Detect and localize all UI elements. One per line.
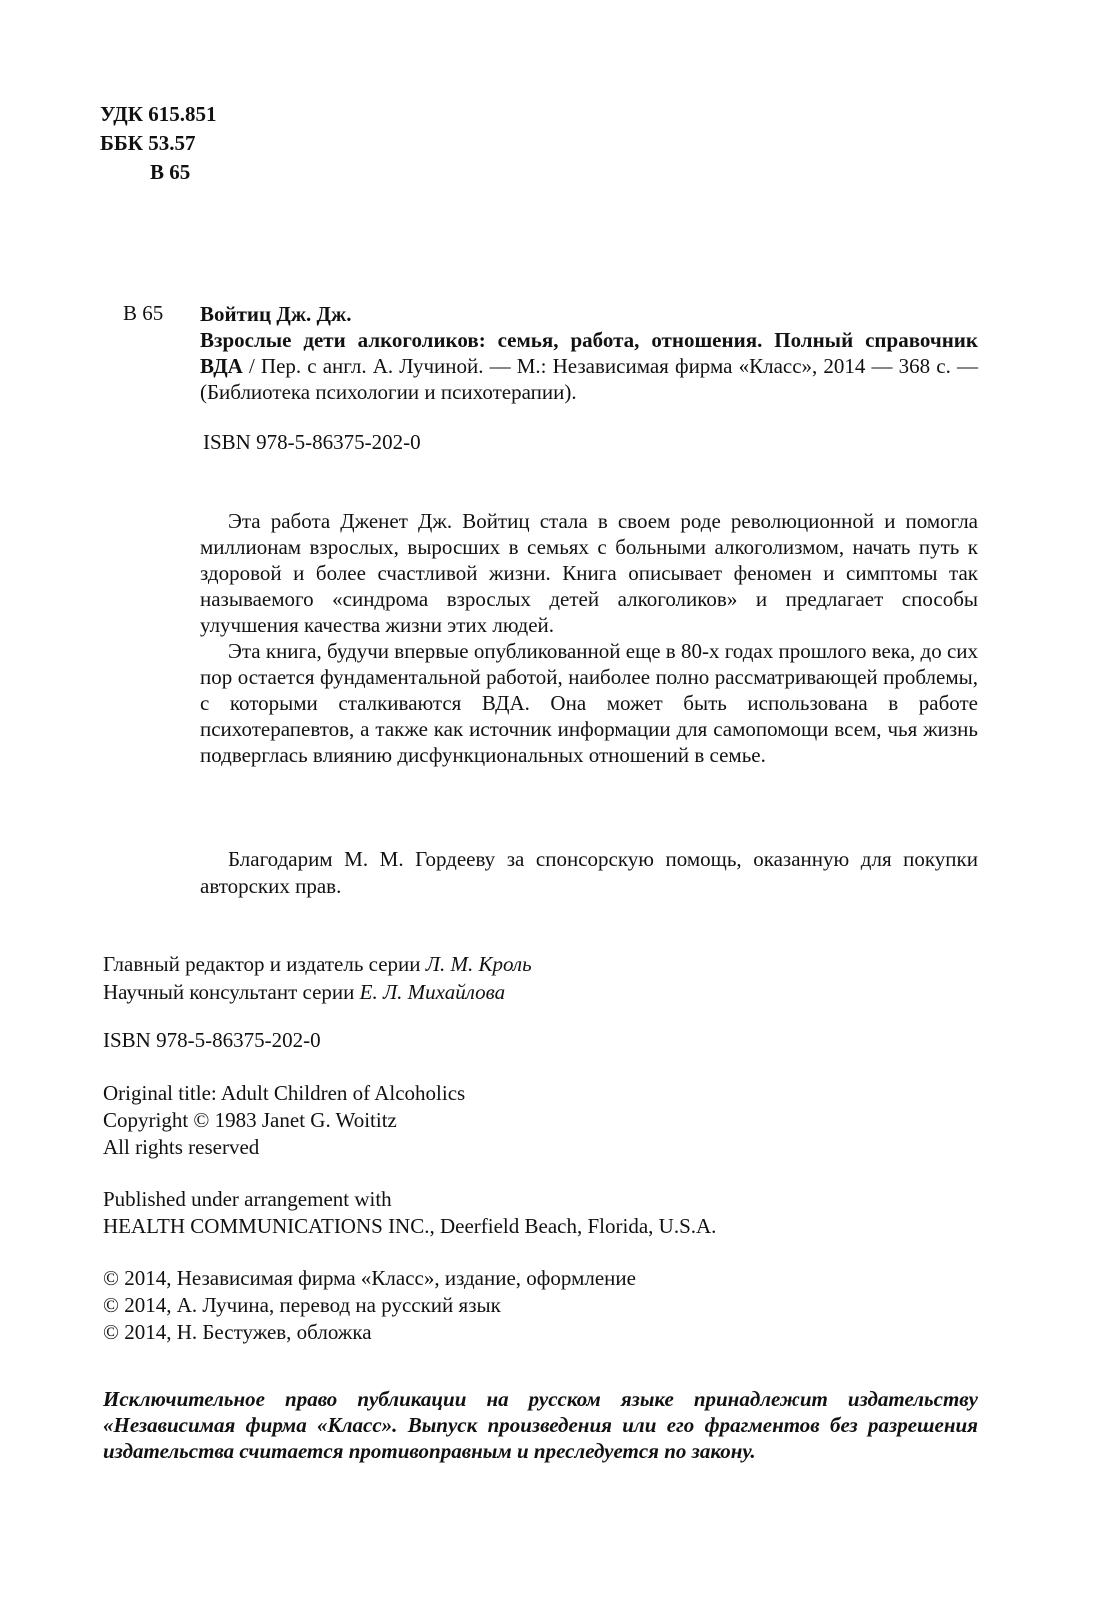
copyright-item: © 2014, А. Лучина, перевод на русский язык [103, 1293, 501, 1317]
bbk-code: ББК 53.57 [100, 131, 196, 155]
catalog-isbn: ISBN 978-5-86375-202-0 [203, 430, 421, 454]
annotation [200, 508, 978, 768]
publisher-line-1: Published under arrangement with [103, 1187, 392, 1211]
copyright-list [103, 1265, 636, 1346]
publisher-arrangement [103, 1186, 716, 1240]
catalog-code: В 65 [123, 301, 164, 325]
book-title: Взрослые дети алкоголиков: семья, работа, отношения. Полный справочник ВДА [200, 328, 978, 378]
catalog-entry [200, 301, 978, 405]
exclusive-rights-notice: Исключительное право публикации на русском языке принадлежит издательству «Независимая фирма «Класс». Выпуск произведения или его фрагментов без разрешения издательства считается противоправным и преследуется по закону. [103, 1387, 978, 1463]
annotation-paragraph-1: Эта работа Дженет Дж. Войтиц стала в своем роде революционной и помогла миллионам взрослых, выросших в семьях с больными алкоголизмом, начать путь к здоровой и более счастливой жизни. Книга описывает феномен и симптомы так называемого «синдрома взрослых детей алкоголиков» и предлагает способы улучшения качества жизни этих людей. [200, 509, 978, 637]
udk-code: УДК 615.851 [100, 102, 217, 126]
original-copyright: Copyright © 1983 Janet G. Woititz [103, 1108, 397, 1132]
series-credits [103, 950, 532, 1006]
author-mark: В 65 [150, 160, 191, 184]
original-title: Original title: Adult Children of Alcoholics [103, 1081, 466, 1105]
acknowledgement [200, 846, 978, 900]
annotation-paragraph-2: Эта книга, будучи впервые опубликованной еще в 80-х годах прошлого века, до сих пор остается фундаментальной работой, наиболее полно рассматривающей проблемы, с которыми сталкиваются ВДА. Она может быть использована в работе психотерапевтов, а также как источник информации для самопомощи всем, чья жизнь подверглась влиянию дисфункциональных отношений в семье. [200, 639, 979, 767]
consultant-label: Научный консультант серии [103, 980, 360, 1004]
publisher-line-2: HEALTH COMMUNICATIONS INC., Deerfield Beach, Florida, U.S.A. [103, 1214, 717, 1238]
editor-line [103, 950, 532, 978]
isbn-bottom: ISBN 978-5-86375-202-0 [103, 1028, 321, 1052]
catalog-author: Войтиц Дж. Дж. [200, 302, 352, 326]
consultant-line [103, 978, 532, 1006]
editor-label: Главный редактор и издатель серии [103, 952, 426, 976]
copyright-item: © 2014, Н. Бестужев, обложка [103, 1320, 372, 1344]
original-rights: All rights reserved [103, 1135, 260, 1159]
catalog-description [200, 327, 978, 405]
copyright-item: © 2014, Независимая фирма «Класс», издание, оформление [103, 1266, 636, 1290]
acknowledgement-text: Благодарим М. М. Гордееву за спонсорскую помощь, оказанную для покупки авторских прав. [200, 847, 978, 898]
editor-name: Л. М. Кроль [425, 952, 532, 976]
consultant-name: Е. Л. Михайлова [359, 980, 506, 1004]
book-imprint: / Пер. с англ. А. Лучиной. — М.: Независимая фирма «Класс», 2014 — 368 с. — (Библиотека психологии и психотерапии). [200, 354, 978, 404]
original-info [103, 1080, 465, 1161]
classification-block [100, 100, 216, 187]
